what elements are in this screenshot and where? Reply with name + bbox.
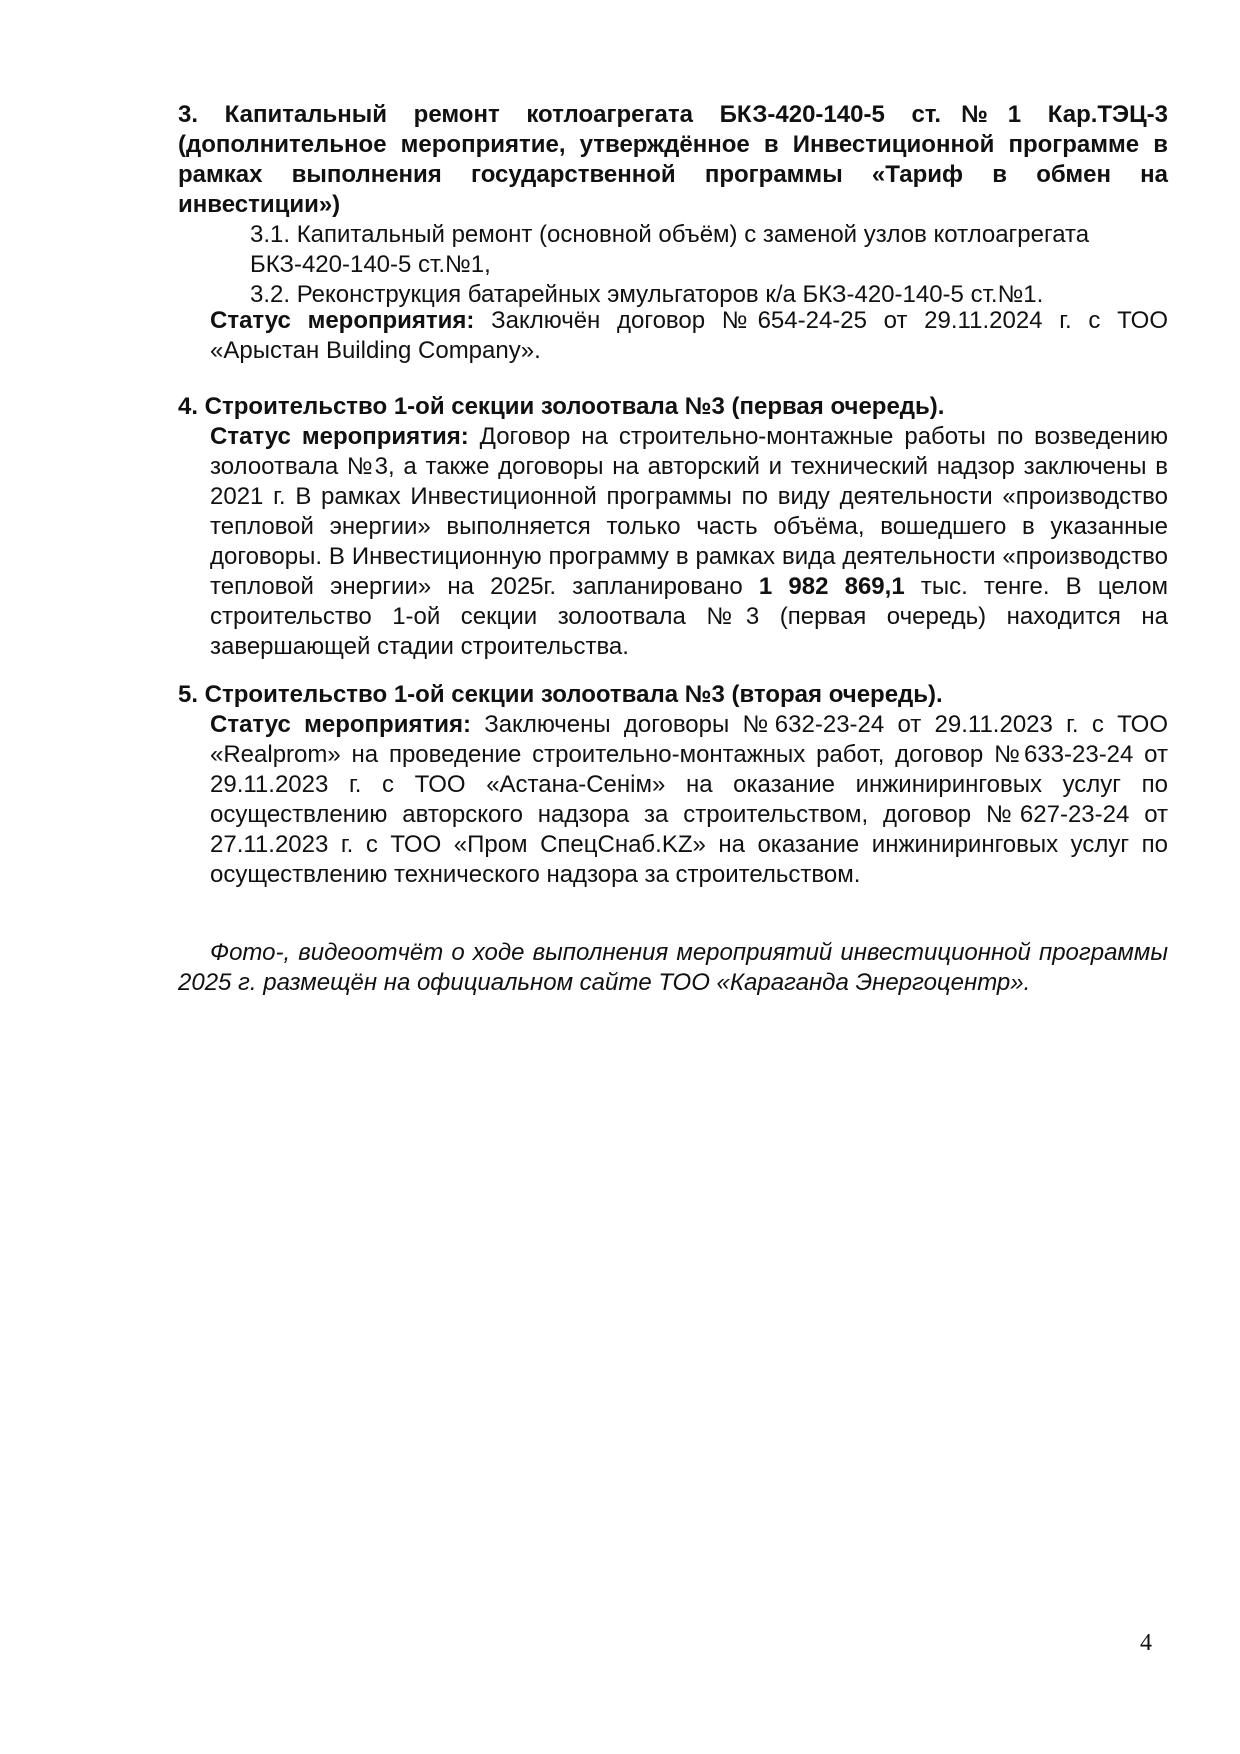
section-5-status (210, 710, 1168, 890)
status-tail: тыс. тенге. В целом строительство 1-ой секции золоотвала №3 (первая очередь) находится на завершающей стадии строительства. (210, 573, 1168, 660)
report-note: Фото-, видеоотчёт о ходе выполнения мероприятий инвестиционной программы 2025 г. размещён на официальном сайте ТОО «Караганда Энергоцентр». (178, 939, 1168, 996)
section-3-status (210, 306, 1168, 366)
status-text: Заключён договор №654-24-25 от 29.11.2024 г. с ТОО «Арыстан Building Company». (210, 307, 1168, 364)
section-3-subitem-1: 3.1. Капитальный ремонт (основной объём) с заменой узлов котлоагрегата БКЗ-420-140-5 ст.№1, (250, 221, 1090, 278)
planned-amount: 1 982 869,1 (758, 573, 905, 600)
section-3-title: 3. Капитальный ремонт котлоагрегата БКЗ-420-140-5 ст.№1 Кар.ТЭЦ-3 (дополнительное мероприятие, утверждённое в Инвестиционной программе в рамках выполнения государственной программы «Тариф в обмен на инвестиции») (178, 101, 1168, 218)
status-label: Статус мероприятия: (210, 711, 471, 738)
section-5-title: 5. Строительство 1-ой секции золоотвала №3 (вторая очередь). (178, 681, 943, 708)
status-text: Договор на строительно-монтажные работы по возведению золоотвала №3, а также договоры на авторский и технический надзор заключены в 2021 г. В рамках Инвестиционной программы по виду деятельности «производство тепловой энергии» выполняется только часть объёма, вошедшего в указанные договоры. В Инвестиционную программу в рамках вида деятельности «производство тепловой энергии» на 2025г. запланировано (210, 423, 1169, 600)
section-3-subitem-2: 3.2. Реконструкция батарейных эмульгаторов к/а БКЗ-420-140-5 ст.№1. (250, 281, 1044, 308)
page-number: 4 (1140, 1630, 1152, 1656)
status-label: Статус мероприятия: (210, 423, 469, 450)
section-4-title: 4. Строительство 1-ой секции золоотвала №3 (первая очередь). (178, 393, 945, 420)
status-label: Статус мероприятия: (210, 307, 475, 334)
section-4-status (210, 422, 1168, 662)
status-text: Заключены договоры №632-23-24 от 29.11.2023 г. с ТОО «Realprom» на проведение строительно-монтажных работ, договор №633-23-24 от 29.11.2023 г. с ТОО «Астана-Сенім» на оказание инжиниринговых услуг по осуществлению авторского надзора за строительством, договор №627-23-24 от 27.11.2023 г. с ТОО «Пром СпецСнаб.KZ» на оказание инжиниринговых услуг по осуществлению технического надзора за строительством. (210, 711, 1168, 888)
